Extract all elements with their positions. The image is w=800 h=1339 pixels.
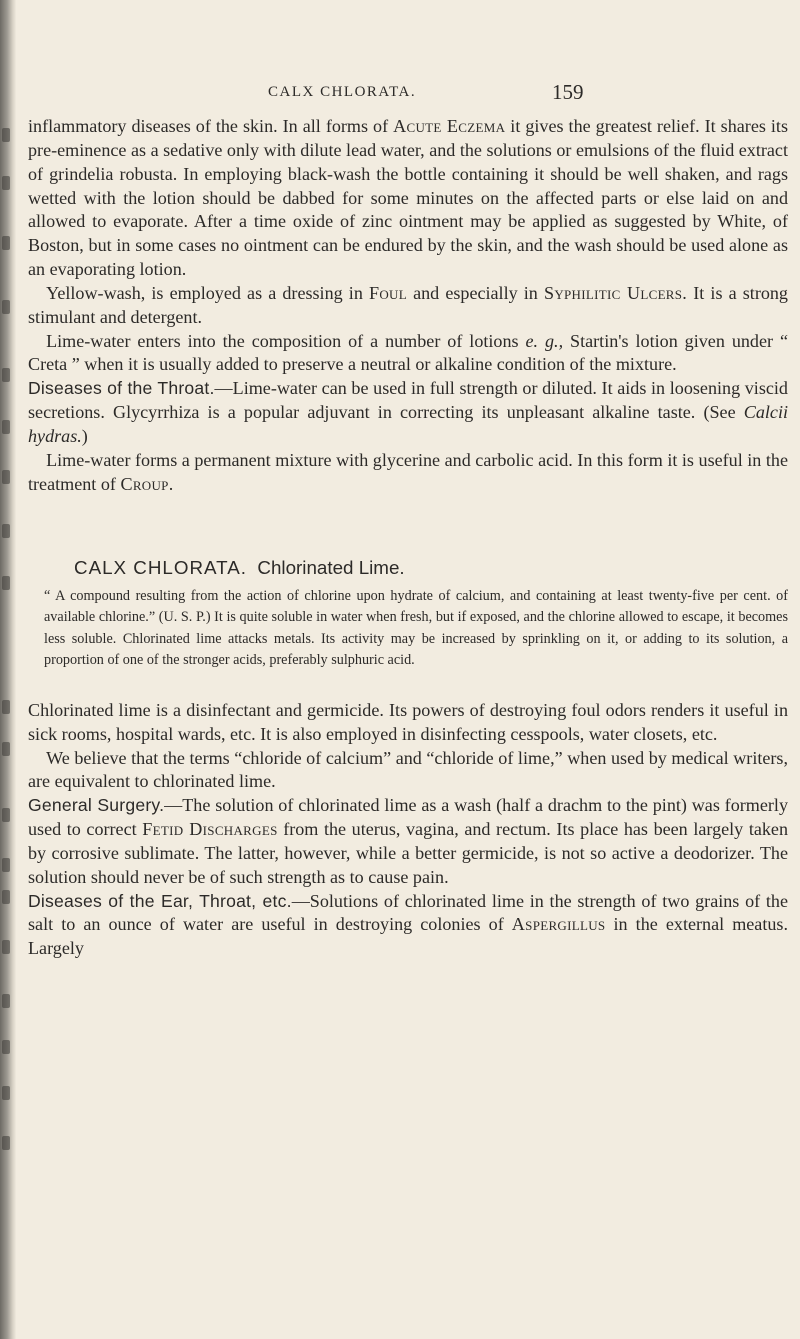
paragraph-diseases-ear: Diseases of the Ear, Throat, etc.—Solutions of chlorinated lime in the strength of two grains of the salt to an ounce of water are useful in destroying colonies of Aspergillus in the external meatus. Largely [28,890,788,959]
paragraph-disinfectant: Chlorinated lime is a disinfectant and germicide. Its powers of destroying foul odors renders it useful in sick rooms, hospital wards, etc. It is also employed in disinfecting cesspools, water closets, etc. [28,699,788,744]
section-heading-surgery: General Surgery. [28,795,165,816]
paragraph-general-surgery: General Surgery.—The solution of chlorinated lime as a wash (half a drachm to the pint) was formerly used to correct Fetid Discharges from the uterus, vagina, and rectum. Its place has been largely taken by corrosive sublimate. The latter, however, while a better germicide, is not so active a deodorizer. The solution should never be of such strength as to cause pain. [28,795,789,887]
paragraph-diseases-throat: Diseases of the Throat.—Lime-water can be used in full strength or diluted. It aids in loosening viscid secretions. Glycyrrhiza is a popular adjuvant in correcting its unpleasant alkaline taste. (See Calcii hydras.) [28,378,788,446]
article-heading [74,556,788,580]
paragraph-1: inflammatory diseases of the skin. In all forms of Acute Eczema it gives the greatest relief. It shares its pre-eminence as a sedative only with dilute lead water, and the solutions or emulsions of the fluid extract of grindelia robusta. In employing black-wash the bottle containing it should be well shaken, and rags wetted with the lotion should be dabbed for some minutes on the affected parts or else laid on and allowed to evaporate. After a time oxide of zinc ointment may be applied as suggested by White, of Boston, but in some cases no ointment can be endured by the skin, and the wash should be used alone as an evaporating lotion. [28,116,788,280]
page-number: 159 [552,80,584,104]
page-header [0,80,800,108]
pharmacopoeia-quote: “ A compound resulting from the action of chlorine upon hydrate of calcium, and containing at least twenty-five per cent. of available chlorine.” (U. S. P.) It is quite soluble in water when fresh, but if exposed, and the chlorine allowed to escape, it becomes less soluble. Chlorinated lime attacks metals. Its activity may be increased by sprinkling on it, or adding to its solution, a proportion of one of the stronger acids, preferably sulphuric acid. [44,587,788,669]
running-head: CALX CHLORATA. [268,84,417,100]
paragraph-terms: We believe that the terms “chloride of calcium” and “chloride of lime,” when used by medical writers, are equivalent to chlorinated lime. [28,747,788,792]
paragraph-yellow-wash: Yellow-wash, is employed as a dressing in Foul and especially in Syphilitic Ulcers. It is a strong stimulant and detergent. [28,282,788,327]
article-subtitle: Chlorinated Lime. [257,556,405,578]
section-heading-throat: Diseases of the Throat. [28,378,215,399]
section-heading-ear: Diseases of the Ear, Throat, etc. [28,890,292,911]
paragraph-lime-water: Lime-water enters into the composition of a number of lotions e. g., Startin's lotion given under “ Creta ” when it is usually added to preserve a neutral or alkaline condition of the mixture. [28,330,788,375]
paragraph-croup: Lime-water forms a permanent mixture with glycerine and carbolic acid. In this form it is useful in the treatment of Croup. [28,449,788,494]
article-title: CALX CHLORATA. [74,556,247,578]
binding-marks [2,0,12,1339]
text-column [28,115,788,961]
